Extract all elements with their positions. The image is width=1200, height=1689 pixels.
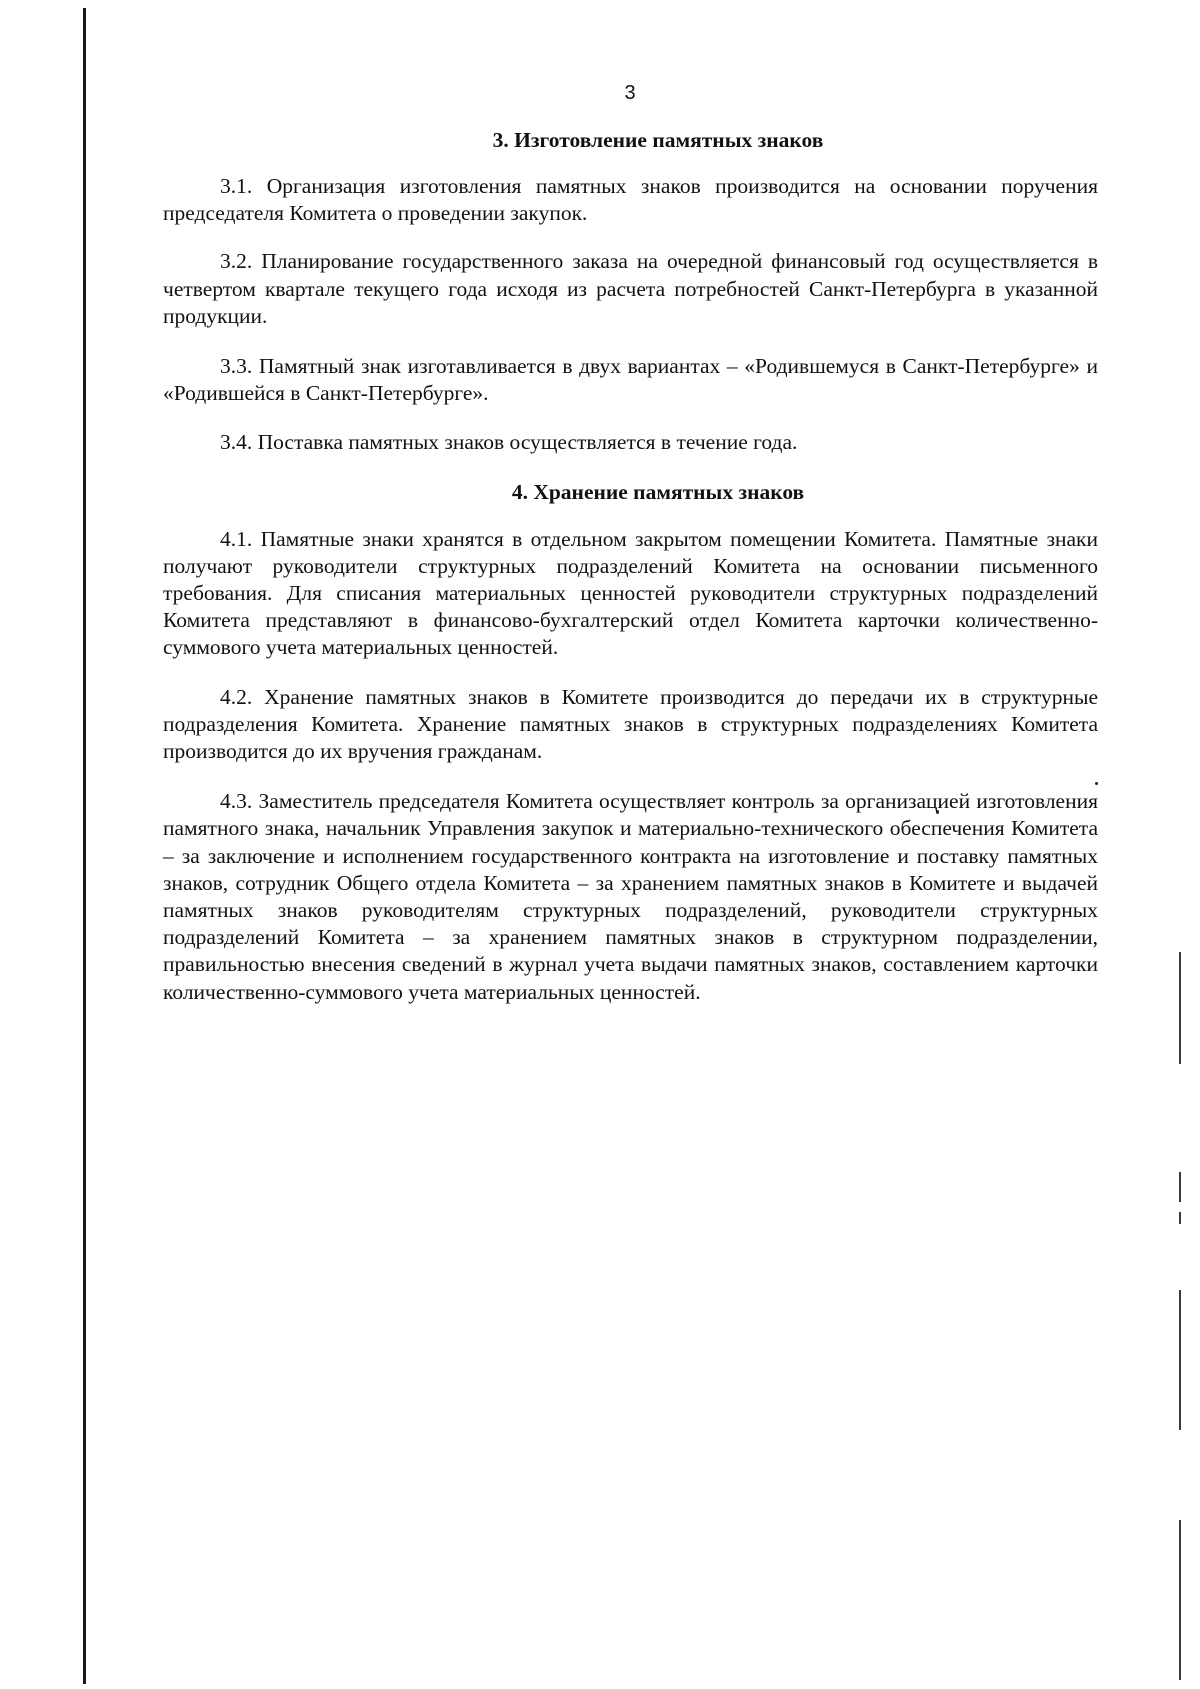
paragraph-3-3: 3.3. Памятный знак изготавливается в двух вариантах – «Родившемуся в Санкт-Петербурге» и «Родившейся в Санкт-Петербурге». bbox=[163, 354, 1098, 406]
paragraph-4-2: 4.2. Хранение памятных знаков в Комитете производится до передачи их в структурные подразделения Комитета. Хранение памятных знаков в структурных подразделениях Комитета производится до их вручения гражданам. bbox=[163, 684, 1098, 764]
paragraph-3-4: 3.4. Поставка памятных знаков осуществляется в течение года. bbox=[220, 430, 798, 455]
paragraph-3-1: 3.1. Организация изготовления памятных знаков производится на основании поручения председателя Комитета о проведении закупок. bbox=[163, 174, 1098, 226]
paragraph-4-3: 4.3. Заместитель председателя Комитета осуществляет контроль за организацией изготовления памятного знака, начальник Управления закупок и материально-технического обеспечения Комитета – за заключение и исполнением государственного контракта на изготовление и поставку памятных знаков, сотрудник Общего отдела Комитета – за хранением памятных знаков в Комитете и выдачей памятных знаков руководителям структурных подразделений, руководители структурных подразделений Комитета – за хранением памятных знаков в структурном подразделении, правильностью внесения сведений в журнал учета выдачи памятных знаков, составлением карточки количественно-суммового учета материальных ценностей. bbox=[163, 789, 1098, 1004]
section-title: 3. Изготовление памятных знаков bbox=[492, 128, 824, 152]
scan-edge-mark bbox=[1179, 1212, 1181, 1224]
scan-binding-line bbox=[83, 8, 86, 1684]
scan-edge-mark bbox=[1179, 1520, 1181, 1680]
page-number: 3 bbox=[624, 82, 636, 104]
section-title: 4. Хранение памятных знаков bbox=[511, 479, 805, 504]
paragraph-3-2: 3.2. Планирование государственного заказа на очередной финансовый год осуществляется в четвертом квартале текущего года исходя из расчета потребностей Санкт-Петербурга в указанной продукции. bbox=[163, 249, 1098, 328]
paragraph-4-1: 4.1. Памятные знаки хранятся в отдельном закрытом помещении Комитета. Памятные знаки получают руководители структурных подразделений Комитета на основании письменного требования. Для списания материальных ценностей руководители структурных подразделений Комитета представляют в финансово-бухгалтерский отдел Комитета карточки количественно-суммового учета материальных ценностей. bbox=[163, 526, 1098, 660]
scan-edge-mark bbox=[1179, 1290, 1181, 1430]
scan-edge-mark bbox=[1179, 1172, 1181, 1202]
scan-edge-mark bbox=[1179, 952, 1181, 1064]
document-body bbox=[163, 126, 1098, 1006]
